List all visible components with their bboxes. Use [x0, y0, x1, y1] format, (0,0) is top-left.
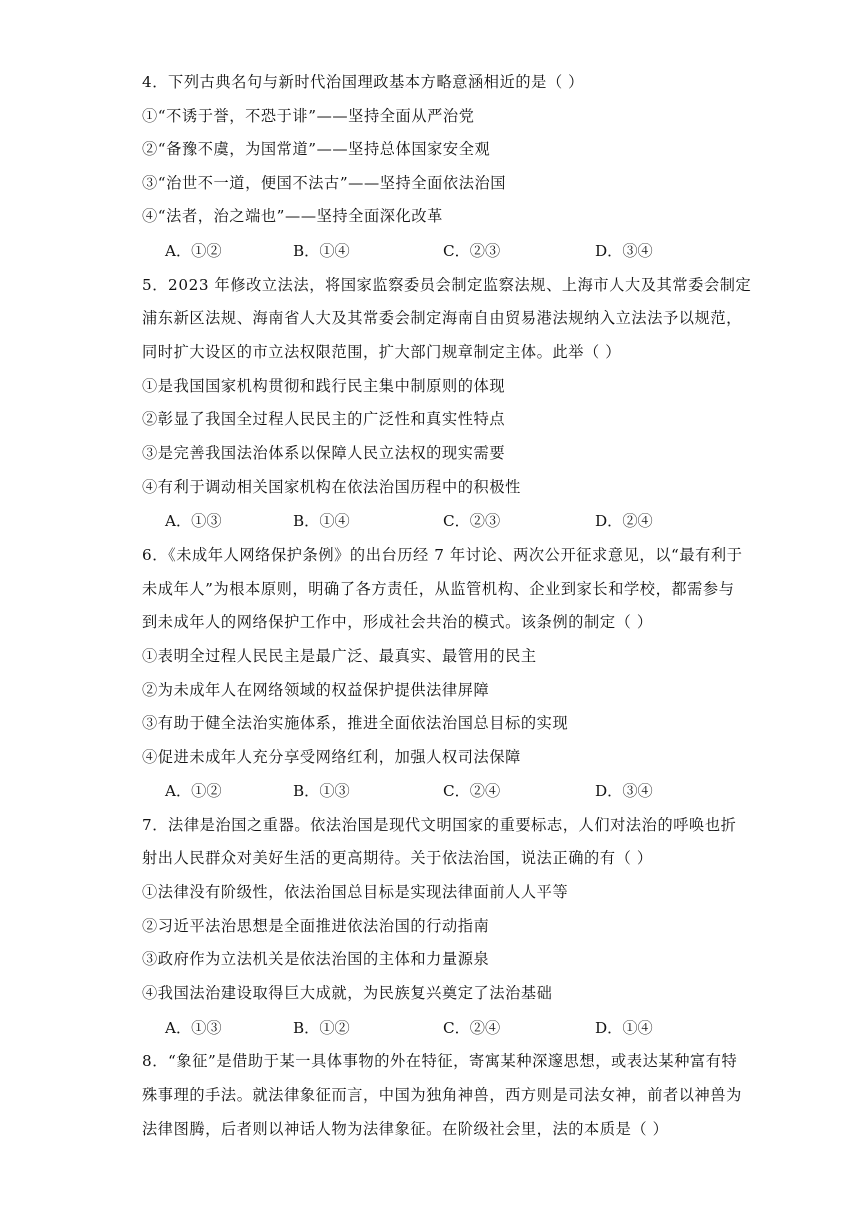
q5-stem-line-3: 同时扩大设区的市立法权限范围，扩大部门规章制定主体。此举（ ） — [142, 343, 622, 361]
q4-option-b[interactable]: B．①④ — [293, 242, 350, 260]
q4-option-d[interactable]: D．③④ — [595, 242, 653, 260]
q5-option-d[interactable]: D．②④ — [595, 512, 653, 530]
q5-option-a[interactable]: A．①③ — [165, 512, 222, 530]
q6-stem-line-3: 到未成年人的网络保护工作中，形成社会共治的模式。该条例的制定（ ） — [142, 613, 653, 631]
q7-stem-line-1: 7．法律是治国之重器。依法治国是现代文明国家的重要标志，人们对法治的呼唤也折 — [142, 816, 737, 834]
q7-item-3: ③政府作为立法机关是依法治国的主体和力量源泉 — [142, 950, 490, 968]
q6-item-3: ③有助于健全法治实施体系，推进全面依法治国总目标的实现 — [142, 714, 569, 732]
q5-item-2: ②彰显了我国全过程人民民主的广泛性和真实性特点 — [142, 410, 506, 428]
q6-item-4: ④促进未成年人充分享受网络红利，加强人权司法保障 — [142, 748, 521, 766]
q7-option-b[interactable]: B．①② — [293, 1019, 350, 1037]
q6-option-d[interactable]: D．③④ — [595, 782, 653, 800]
q7-item-4: ④我国法治建设取得巨大成就，为民族复兴奠定了法治基础 — [142, 984, 553, 1002]
q7-item-1: ①法律没有阶级性，依法治国总目标是实现法律面前人人平等 — [142, 883, 569, 901]
q4-item-1: ①“不诱于誉，不恐于诽”——坚持全面从严治党 — [142, 107, 475, 125]
q6-item-1: ①表明全过程人民民主是最广泛、最真实、最管用的民主 — [142, 647, 537, 665]
q5-item-1: ①是我国国家机构贯彻和践行民主集中制原则的体现 — [142, 377, 506, 395]
q4-item-2: ②“备豫不虞，为国常道”——坚持总体国家安全观 — [142, 140, 491, 158]
q5-item-4: ④有利于调动相关国家机构在依法治国历程中的积极性 — [142, 478, 521, 496]
q7-option-c[interactable]: C．②④ — [443, 1019, 501, 1037]
q6-option-c[interactable]: C．②④ — [443, 782, 501, 800]
q6-stem-line-1: 6．《未成年人网络保护条例》的出台历经 7 年讨论、两次公开征求意见，以“最有利于 — [142, 546, 743, 564]
q6-item-2: ②为未成年人在网络领域的权益保护提供法律屏障 — [142, 681, 490, 699]
q8-stem-line-2: 殊事理的手法。就法律象征而言，中国为独角神兽，西方则是司法女神，前者以神兽为 — [142, 1086, 742, 1104]
q4-option-a[interactable]: A．①② — [165, 242, 222, 260]
q4-item-4: ④“法者，治之端也”——坚持全面深化改革 — [142, 207, 443, 225]
q7-option-a[interactable]: A．①③ — [165, 1019, 222, 1037]
q4-item-3: ③“治世不一道，便国不法古”——坚持全面依法治国 — [142, 174, 507, 192]
q5-stem-line-2: 浦东新区法规、海南省人大及其常委会制定海南自由贸易港法规纳入立法法予以规范， — [142, 309, 742, 327]
q6-option-b[interactable]: B．①③ — [293, 782, 350, 800]
q7-stem-line-2: 射出人民群众对美好生活的更高期待。关于依法治国，说法正确的有（ ） — [142, 849, 653, 867]
q6-option-a[interactable]: A．①② — [165, 782, 222, 800]
q4-stem: 4．下列古典名句与新时代治国理政基本方略意涵相近的是（ ） — [142, 73, 584, 91]
q8-stem-line-1: 8．“象征”是借助于某一具体事物的外在特征，寄寓某种深邃思想，或表达某种富有特 — [142, 1052, 738, 1070]
q6-stem-line-2: 未成年人”为根本原则，明确了各方责任，从监管机构、企业到家长和学校，都需参与 — [142, 580, 735, 598]
q5-item-3: ③是完善我国法治体系以保障人民立法权的现实需要 — [142, 444, 506, 462]
q4-option-c[interactable]: C．②③ — [443, 242, 501, 260]
q7-option-d[interactable]: D．①④ — [595, 1019, 653, 1037]
q8-stem-line-3: 法律图腾，后者则以神话人物为法律象征。在阶级社会里，法的本质是（ ） — [142, 1120, 669, 1138]
q7-item-2: ②习近平法治思想是全面推进依法治国的行动指南 — [142, 917, 490, 935]
q5-stem-line-1: 5．2023 年修改立法法，将国家监察委员会制定监察法规、上海市人大及其常委会制定 — [142, 276, 752, 294]
q5-option-c[interactable]: C．②③ — [443, 512, 501, 530]
q5-option-b[interactable]: B．①④ — [293, 512, 350, 530]
